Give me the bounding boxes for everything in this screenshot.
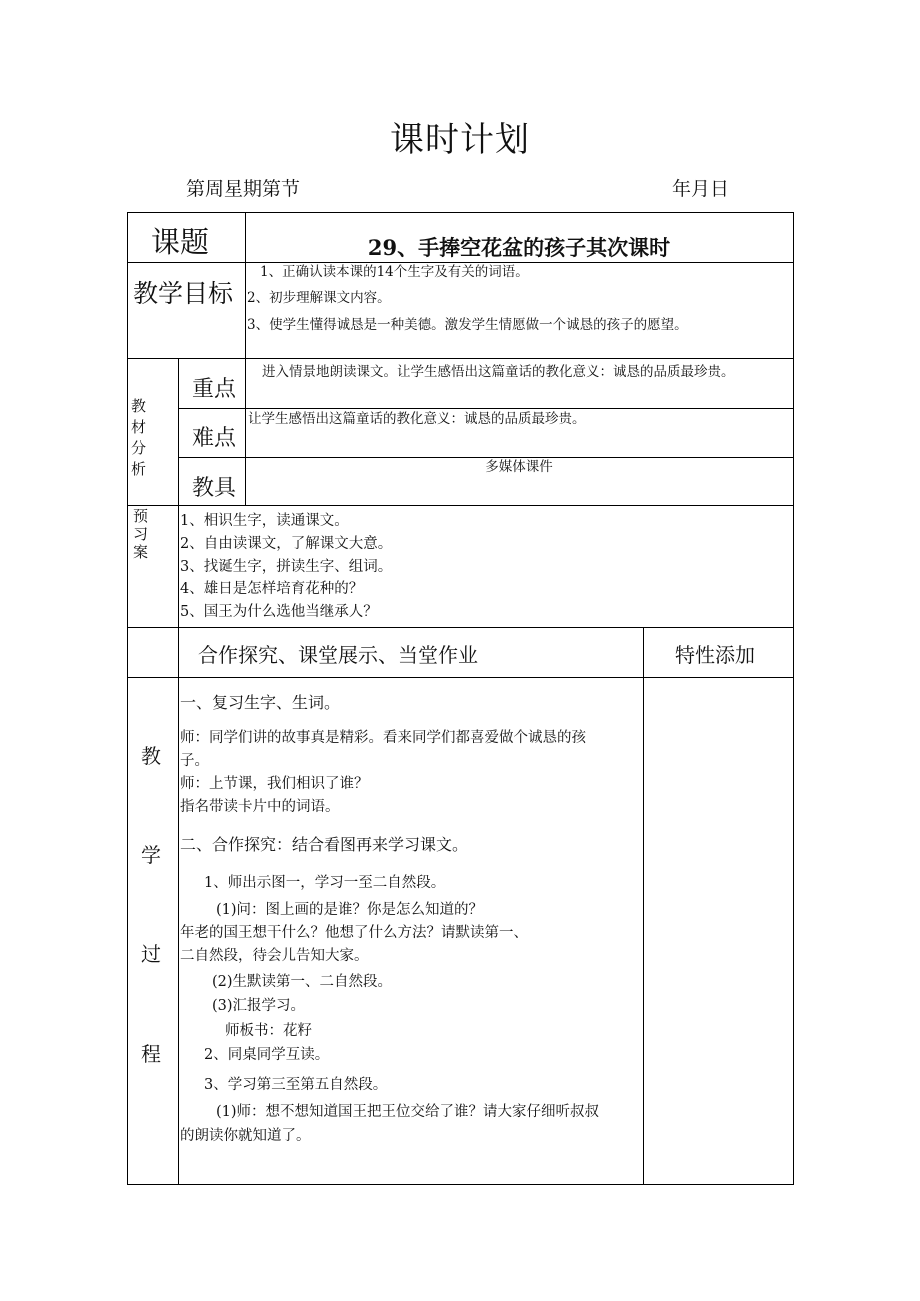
process-line: (1)问：图上画的是谁？你是怎么知道的？ xyxy=(216,902,484,918)
table-border-right xyxy=(793,212,794,1185)
row-divider xyxy=(127,627,794,628)
objective-item: 2、初步理解课文内容。 xyxy=(247,290,391,306)
process-line: (2)生默读第一、二自然段。 xyxy=(212,974,393,990)
preview-item: 2、自由读课文，了解课文大意。 xyxy=(180,536,393,552)
analysis-label: 教材分析 xyxy=(131,397,147,478)
process-line: 师：上节课，我们相识了谁？ xyxy=(180,776,369,792)
week-info: 第周星期第节 xyxy=(186,178,301,200)
objective-item: 3、使学生懂得诚恳是一种美德。激发学生情愿做一个诚恳的孩子的愿望。 xyxy=(247,317,688,333)
process-label-char: 学 xyxy=(141,843,161,867)
process-line: 子。 xyxy=(180,753,209,769)
process-label-char: 程 xyxy=(141,1042,161,1066)
difficult-point-label: 难点 xyxy=(192,426,237,451)
col-divider xyxy=(245,358,246,505)
col-divider xyxy=(643,627,644,1185)
objective-item: 1、正确认读本课的14个生字及有关的词语。 xyxy=(260,264,529,280)
preview-item: 5、国王为什么选他当继承人？ xyxy=(180,604,378,620)
topic-value: 29、手捧空花盆的孩子其次课时 xyxy=(367,235,671,260)
process-label-char: 过 xyxy=(141,942,161,966)
table-border-left xyxy=(127,212,128,1185)
table-border-top xyxy=(127,212,794,213)
preview-item: 4、雄日是怎样培育花种的？ xyxy=(180,581,364,597)
process-line: 年老的国王想干什么？他想了什么方法？请默读第一、 xyxy=(180,925,528,941)
row-divider xyxy=(127,505,794,506)
tools-value: 多媒体课件 xyxy=(485,459,553,475)
row-divider xyxy=(178,408,794,409)
key-point-label: 重点 xyxy=(192,377,237,402)
process-line: 的朗读你就知道了。 xyxy=(180,1128,311,1144)
process-line: 指名带读卡片中的词语。 xyxy=(180,799,340,815)
row-divider xyxy=(127,358,794,359)
process-label-char: 教 xyxy=(141,744,161,768)
lesson-plan-table xyxy=(127,212,794,1185)
process-line: 2、同桌同学互读。 xyxy=(204,1047,330,1063)
process-line: 师：同学们讲的故事真是精彩。看来同学们都喜爱做个诚恳的孩 xyxy=(180,730,586,746)
preview-item: 3、找诞生字，拼读生字、组词。 xyxy=(180,559,393,575)
topic-label: 课题 xyxy=(151,225,210,259)
process-line: (3)汇报学习。 xyxy=(212,998,306,1014)
preview-label: 预习案 xyxy=(133,507,149,561)
process-line: (1)师：想不想知道国王把王位交给了谁？请大家仔细听叔叔 xyxy=(216,1104,600,1120)
main-column-header: 合作探究、课堂展示、当堂作业 xyxy=(198,643,478,667)
page-title: 课时计划 xyxy=(390,120,530,160)
objectives-label: 教学目标 xyxy=(133,279,234,308)
process-line: 二、合作探究：结合看图再来学习课文。 xyxy=(180,835,469,854)
process-line: 1、师出示图一，学习一至二自然段。 xyxy=(204,875,446,891)
difficult-point-value: 让学生感悟出这篇童话的教化意义：诚恳的品质最珍贵。 xyxy=(248,411,586,427)
process-line: 3、学习第三至第五自然段。 xyxy=(204,1077,388,1093)
extra-column-header: 特性添加 xyxy=(675,643,755,667)
preview-item: 1、相识生字，读通课文。 xyxy=(180,513,349,529)
process-line: 一、复习生字、生词。 xyxy=(180,693,341,712)
col-divider xyxy=(178,358,179,1185)
key-point-value: 进入情景地朗读课文。让学生感悟出这篇童话的教化意义：诚恳的品质最珍贵。 xyxy=(262,364,735,380)
table-border-bottom xyxy=(127,1184,794,1185)
row-divider xyxy=(127,677,794,678)
date-field: 年月日 xyxy=(672,178,730,200)
process-line: 师板书：花籽 xyxy=(225,1023,312,1039)
tools-label: 教具 xyxy=(192,476,237,501)
process-line: 二自然段，待会儿告知大家。 xyxy=(180,948,369,964)
